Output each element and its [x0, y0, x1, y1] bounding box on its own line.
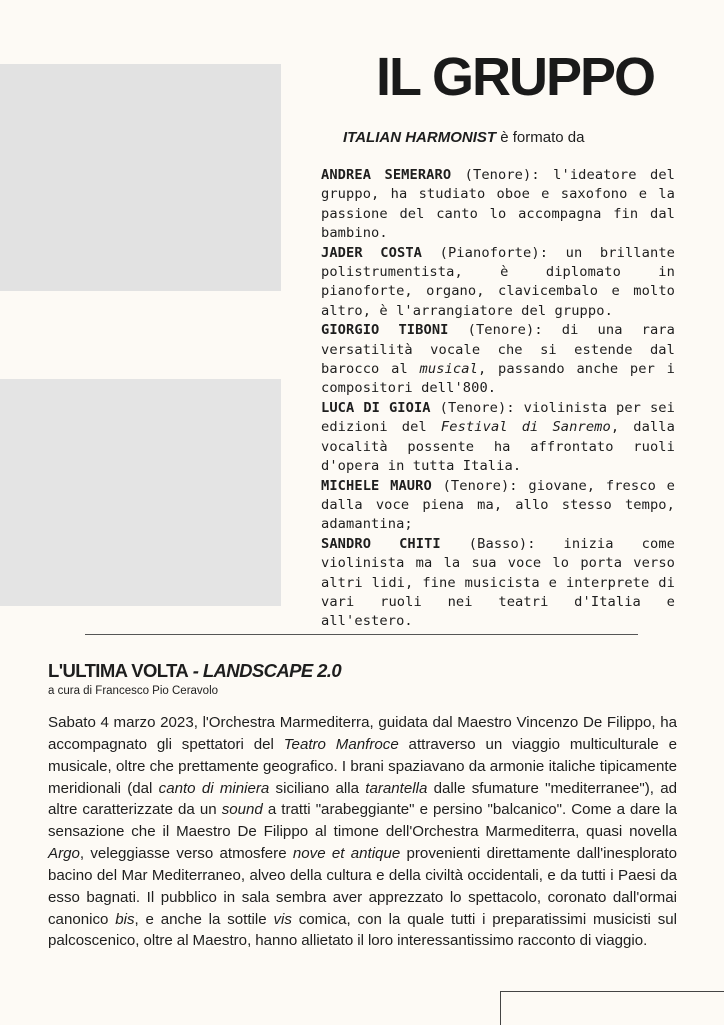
article-body-emphasis: tarantella [365, 779, 428, 797]
article-body-run: Sabato 4 marzo 2023, l'Orchestra Marmediterra, guidata dal Maestro Vincenzo De Filippo, ha accompagnato gli spettatori del [48, 714, 677, 753]
article-body-emphasis: vis [273, 910, 292, 928]
article-body-run: provenienti direttamente dall'inesplorato bacino del Mar Mediterraneo, alveo della cultura e della civiltà occidentali, e da tutti i Paesi da esso bagnati. Il pubblico in sala sembra aver apprezzato lo spettacolo, coronato dall'ormai canonico [48, 845, 677, 928]
member-description: (Tenore): di una rara versatilità vocale che si estende dal barocco al [321, 322, 675, 378]
intro-text: è formato da [496, 129, 585, 146]
article-title-sub: LANDSCAPE 2.0 [202, 660, 342, 681]
article-body-run: attraverso un viaggio multiculturale e musicale, oltre che prettamente geografico. I brani spaziavano da armonie italiche tipicamente meridionali (dal [48, 735, 677, 797]
member-name: GIORGIO TIBONI [321, 322, 449, 339]
article-body-run: , e anche la sottile [134, 910, 274, 928]
member-description: , passando anche per i compositori dell'800. [321, 361, 676, 397]
article-body-run: a tratti "arabeggiante" e persino "balcanico". Come a dare la sensazione che il Maestro De Filippo al timone dell'Orchestra Marmediterra, quasi novella [48, 801, 678, 841]
group-photo-bottom-image [0, 379, 281, 606]
member-description: , dalla vocalità possente ha affrontato ruoli d'opera in tutta Italia. [321, 419, 675, 475]
page-title: IL GRUPPO [376, 47, 655, 107]
corner-decoration [500, 991, 724, 1025]
member-entry [321, 166, 675, 244]
member-entry [321, 399, 675, 477]
article-body-emphasis: nove et antique [292, 845, 401, 863]
member-description: (Tenore): giovane, fresco e dalla voce piena ma, allo stesso tempo, adamantina; [321, 477, 675, 533]
article-body-emphasis: canto di miniera [158, 779, 270, 797]
article-body-run: siciliano alla [269, 779, 366, 797]
members-list [321, 166, 675, 632]
article-body-emphasis: Teatro Manfroce [283, 735, 399, 753]
member-name: JADER COSTA [321, 244, 423, 261]
article-body-emphasis: sound [221, 801, 263, 819]
member-description: (Basso): inizia come violinista ma la sua voce lo porta verso altri lidi, fine musicista e interprete di vari ruoli nei teatri d'Italia e all'estero. [321, 535, 675, 630]
group-intro [343, 128, 584, 148]
article-title-main: L'ULTIMA VOLTA [48, 660, 189, 681]
member-entry [321, 321, 675, 399]
section-divider [85, 634, 638, 635]
member-name: ANDREA SEMERARO [321, 167, 452, 183]
article-body-emphasis: Argo [48, 845, 80, 863]
member-name: LUCA DI GIOIA [321, 399, 431, 416]
member-description: (Pianoforte): un brillante polistrumentista, è diplomato in pianoforte, organo, clavicembalo e molto altro, è l'arrangiatore del gruppo. [321, 244, 675, 319]
group-photo-top [0, 64, 281, 291]
article-body-emphasis: bis [115, 910, 135, 928]
article-body-run: dalle sfumature "mediterranee"), ad altre caratterizzate da un [48, 779, 677, 819]
ensemble-name: ITALIAN HARMONIST [343, 129, 497, 146]
member-entry [321, 535, 675, 632]
article-body-run: comica, con la quale tutti i preparatissimi musicisti sul palcoscenico, oltre al Maestro, hanno allietato il loro interessantissimo racconto di viaggio. [48, 910, 677, 950]
article-body [48, 712, 677, 952]
member-description: (Tenore): l'ideatore del gruppo, ha studiato oboe e saxofono e la passione del canto lo accompagna fin dal bambino. [321, 167, 675, 242]
member-description-emphasis: musical [419, 361, 478, 378]
group-photo-bottom [0, 379, 281, 606]
article-title [48, 660, 341, 682]
member-description-emphasis: Festival di Sanremo [440, 419, 611, 436]
member-description: (Tenore): violinista per sei edizioni del [321, 399, 675, 436]
article-body-run: , veleggiasse verso atmosfere [79, 845, 293, 863]
article-byline: a cura di Francesco Pio Ceravolo [48, 685, 219, 697]
member-entry [321, 244, 675, 322]
member-entry [321, 477, 675, 535]
member-name: SANDRO CHITI [321, 535, 441, 552]
member-name: MICHELE MAURO [321, 477, 432, 494]
group-photo-top-image [0, 64, 281, 291]
article-title-separator: - [188, 660, 203, 681]
